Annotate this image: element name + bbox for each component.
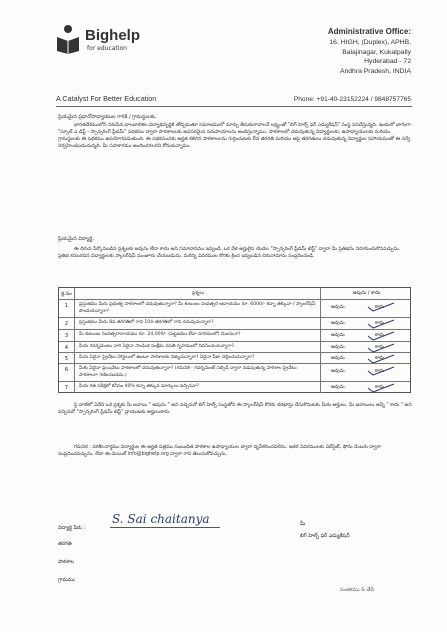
village-label: గ్రామము [58, 577, 75, 583]
office-address [276, 27, 411, 76]
office-line: Andhra Pradesh, INDIA [339, 67, 411, 75]
yes-option: అవును [331, 305, 345, 310]
table-row [59, 318, 410, 330]
col-question-header: ప్రశ్నలు [191, 291, 205, 296]
salutation: ప్రియమైన ప్రధానోపాధ్యాయుల గారికి / గ్రామస్థులకు, [58, 114, 157, 120]
row-number: 6 [59, 364, 75, 381]
row-question: ప్రస్తుతము మీరు 8వ తరగతిలో గాని 10వ తరగతిలో గాని చదువుచున్నారా? [79, 320, 214, 325]
office-line: 16, HIGH, (Duplex), APHB, [329, 39, 411, 47]
eligibility-paragraph: పై వాటిలో ఏదేని ఒక ప్రశ్నకు మీ జవాబు " అవును " అని వచ్చినచో బిగ్ హెల్ప్ సంస్థతోని ఈ స్కాలర్‌షిప్ కొరకు దరఖాస్తు చేసుకొనుటకు మీరు అర్హులు. మీ జవాబులు అన్నీ " కాదు " అని వచ్చినచో "స్పాన్సరింగ్ ఫ్రీడమ్ టెస్ట్" వ్రాయుటకు అర్హులుకారు. [58, 403, 412, 416]
brand-name: Bighelp [85, 27, 140, 44]
tick-mark-icon [367, 354, 395, 364]
table-header [59, 288, 410, 300]
class-label: తరగతి [58, 541, 72, 547]
row-answer [320, 330, 412, 341]
row-answer [320, 364, 412, 381]
row-question: మీరు ఏదైనా ప్రైవేటు హాస్టలులో ఉంటూ పాఠశాలకు వెళ్ళుచున్నారా? ఏదైనా ఫీజు చెల్లించుచున్నారా? [79, 355, 255, 360]
row-question: ప్రస్తుతము మీరు ప్రభుత్వ పాఠశాలలో చదువుతున్నారా? మీ కుటుంబ సంవత్సర ఆదాయము రూ. 6000/- కన్నా తక్కువా / స్కాలర్‌షిప్ పొందుచున్నారా? [79, 302, 316, 314]
row-question: మీరు గత పరీక్షలో కనీసం 40% కన్నా తక్కువ మార్కులు వచ్చినవా? [79, 384, 200, 389]
signature-line [110, 527, 220, 528]
row-question: మీకు ఏదైనా ప్రయివేటు పాఠశాలలో చదువుతున్నారా? (గమనిక - గవర్నమెంట్ సబ్సిడీ ద్వారా నడుపుతున్న పాఠశాల ప్రైవేటు పాఠశాలగా గణించబడదు.) [79, 366, 297, 378]
no-option: కాదు [375, 321, 385, 326]
student-name-signature: S. Sai chaitanya [112, 512, 210, 526]
row-number: 7 [59, 382, 75, 393]
row-number: 5 [59, 353, 75, 363]
no-option: కాదు [375, 333, 385, 338]
intro-paragraph: భారతదేశములోని నిరుపేద బాలబాలికల విద్యాభివృద్ధికి తోడ్పడుతూ సమాజములో మార్పు తీసుకురావాలనే లక్ష్యంతో "బిగ్ హెల్ప్ ఫర్ ఎడ్యుకేషన్" సంస్థ పనిచేస్తున్నది. ఇందులో భాగంగా "స్కూల్ ఎ డిప్ట్ - స్పాన్సరింగ్ ఫ్రీడమ్" పథకము ద్వారా పాఠశాలలకు అవసరమైన సదుపాయాలను అందిస్తున్నాము. పాఠశాలలో చదువుతున్న విద్యార్థులకు, ఉపాధ్యాయులకు మరియు గ్రామస్థులకు ఈ పథకము ఉపయోగపడుతుంది. ఈ పథకమునకు అర్హత కలిగిన పాఠశాలలను గుర్తించుటకు 8వ తరగతి మరియు ఆపై తరగతులు చదువుతున్న విద్యార్థుల సహాయముతో ఈ సర్వే నిర్వహించబడుచున్నది. మీ సహకారము అందించగలరని కోరుచున్నాము. [58, 123, 411, 150]
eligibility-table [58, 287, 411, 393]
col-answer-header [320, 288, 412, 299]
tick-mark-icon [367, 383, 395, 393]
no-option: కాదు [375, 369, 385, 374]
row-number: 3 [59, 330, 75, 341]
school-label: పాఠశాల [58, 559, 75, 565]
row-answer [320, 300, 412, 317]
table-row [59, 382, 410, 393]
bighelp-logo [55, 24, 170, 76]
brand-sub: for education [87, 45, 127, 52]
table-row [59, 353, 410, 364]
header-rule [56, 106, 412, 107]
table-row [59, 330, 410, 342]
book-reader-icon [55, 24, 81, 54]
tick-mark-icon [367, 331, 395, 341]
row-answer [320, 342, 412, 352]
tagline: A Catalyst For Better Education [56, 94, 157, 103]
office-phone: Phone: +91-40-23152224 / 9848757765 [293, 96, 411, 103]
instructions-paragraph: ఈ దిగువ పేర్కొనబడిన ప్రశ్నలకు అవును లేదా కాదు అని సమాధానము ఇవ్వండి. ఒక వేళ అర్హులైన యెడల "స్పాన్సరింగ్ ఫ్రీడమ్ టెస్ట్" ద్వారా మీ ప్రతిభను నిరూపించుకొనవచ్చును. ప్రతిభ కనబరచిన విద్యార్థులకు స్కాలర్‌షిప్ మంజూరు చేయబడును. మరిన్ని వివరముల కొరకు క్రింద ఇవ్వబడిన చిరునామాను సంప్రదించండి. [58, 247, 401, 260]
note-paragraph: గమనిక : పరిశీలనార్థము విద్యార్థుల ఈ అర్హత పత్రము సంబంధిత పాఠశాల ఉపాధ్యాయుల ద్వారా దృవీకరించవలెను. ఇతర వివరములకు వెబ్‌సైట్, ఫోను నెంబరు ద్వారా సంప్రదించవచ్చును, లేదా ఈ-మెయిల్ info@bighelp.org ద్వారా గాని తెలుసుకోవచ్చును. [58, 445, 382, 458]
office-line: Balajinagar, Kukatpally [342, 48, 411, 56]
no-option: కాదు [375, 385, 385, 390]
yes-option: అవును [331, 385, 345, 390]
table-row [59, 342, 410, 353]
row-answer [320, 353, 412, 363]
row-question: మీరు గవర్నమెంటు వారి ఏదైనా సాంఘిక సంక్షేమ వసతి గృహములో నివసించుచున్నారా? [79, 344, 234, 349]
sender-org: బిగ్ హెల్ప్ ఫర్ ఎడ్యుకేషన్ [300, 533, 350, 539]
tick-mark-icon [367, 302, 395, 312]
no-option: కాదు [375, 345, 385, 350]
sender-label: మీ [300, 521, 306, 527]
no-option: కాదు [375, 305, 385, 310]
student-details [58, 535, 75, 589]
student-name-label: విద్యార్థి పేరు : [58, 525, 86, 531]
yes-option: అవును [331, 321, 345, 326]
yes-option: అవును [331, 369, 345, 374]
yes-option: అవును [331, 356, 345, 361]
row-answer [320, 318, 412, 329]
row-number: 1 [59, 300, 75, 317]
row-number: 4 [59, 342, 75, 352]
table-row [59, 364, 410, 382]
office-title: Administrative Office: [327, 27, 411, 36]
signature-date-label: సంతకము & తేదీ [340, 587, 375, 593]
sender-block [300, 518, 350, 542]
row-question: మీ కుటుంబ సంవత్సరాదాయము రూ. 24,000/- (పట్టణము లేదా నగరములో) మించునా? [79, 332, 241, 337]
tick-mark-icon [367, 343, 395, 353]
yes-option: అవును [331, 345, 345, 350]
tick-mark-icon [367, 319, 395, 329]
col-no-header: క్ర.సం [59, 288, 75, 299]
table-row [59, 300, 410, 318]
students-heading: ప్రియమైన విద్యార్థి, [58, 236, 94, 242]
answer-header-label: అవును / కాదు [352, 291, 381, 296]
yes-option: అవును [331, 333, 345, 338]
row-answer [320, 382, 412, 393]
no-option: కాదు [375, 356, 385, 361]
row-number: 2 [59, 318, 75, 329]
office-line: Hyderabad - 72 [364, 58, 411, 66]
tick-mark-icon [367, 366, 395, 376]
